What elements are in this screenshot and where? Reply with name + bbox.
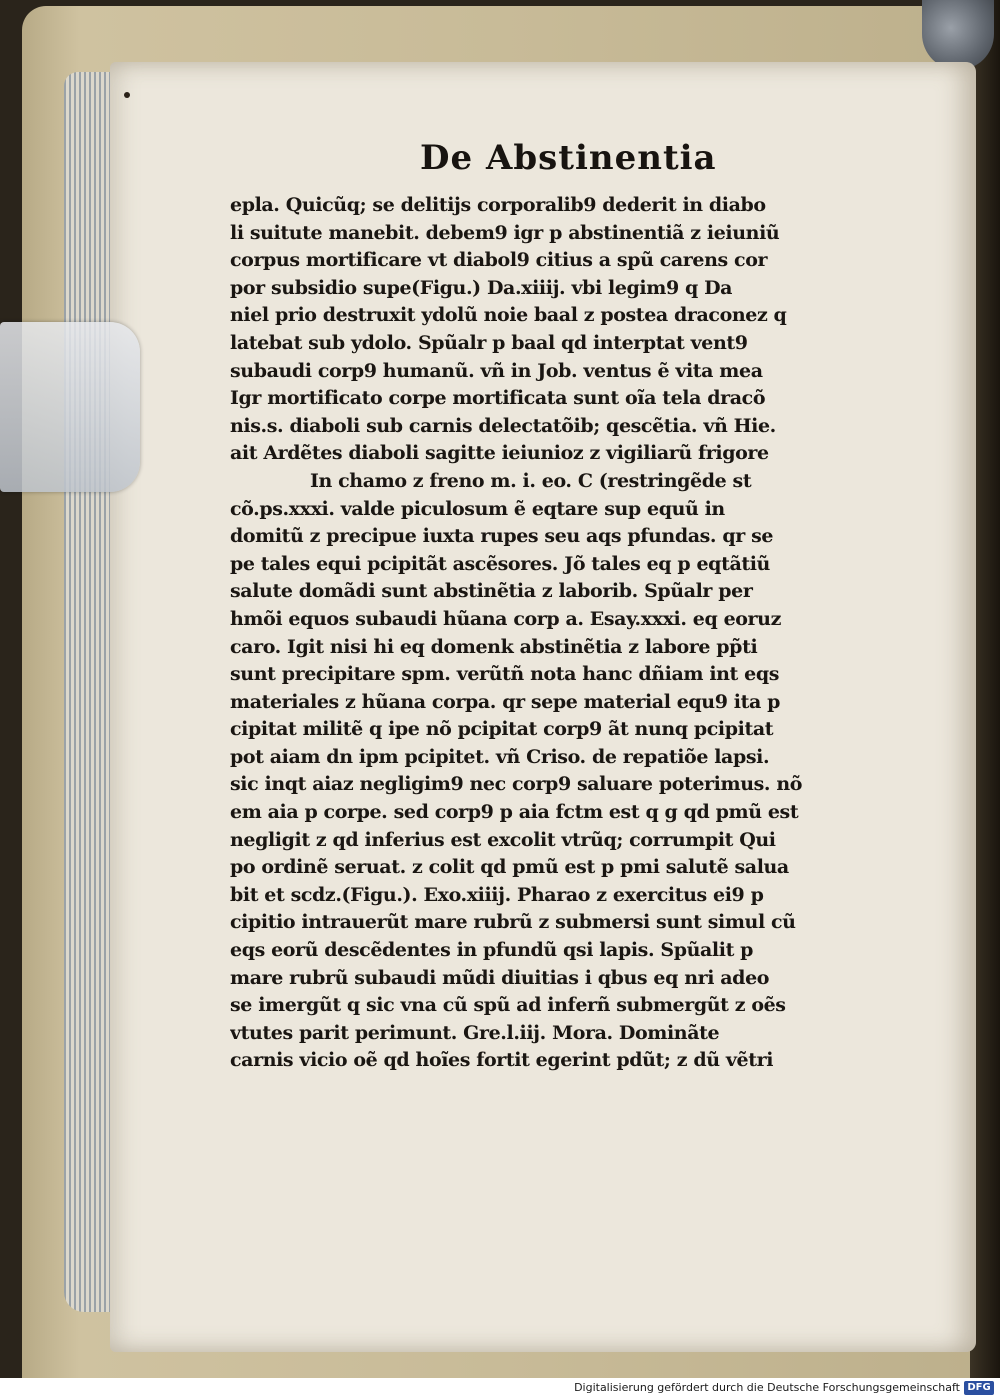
text-line: hmõi equos subaudi hũana corp a. Esay.xxxi. eq eoruz xyxy=(230,607,781,630)
text-line: nis.s. diaboli sub carnis delectatõib; qescẽtia. vñ Hie. xyxy=(230,414,776,437)
text-line: materiales z hũana corpa. qr sepe material equ9 ita p xyxy=(230,690,780,713)
text-line: po ordinẽ seruat. z colit qd pmũ est p pmi salutẽ salua xyxy=(230,856,789,879)
text-line: sic inqt aiaz negligim9 nec corp9 saluare poterimus. nõ xyxy=(230,773,803,796)
text-line: carnis vicio oẽ qd hoĩes fortit egerint pdũt; z dũ vẽtri xyxy=(230,1049,774,1072)
text-line: Igr mortificato corpe mortificata sunt oĩa tela dracõ xyxy=(230,387,766,410)
funding-credit: Digitalisierung gefördert durch die Deutsche Forschungsgemeinschaft xyxy=(574,1381,960,1394)
pin-hole xyxy=(124,92,130,98)
text-line: In chamo z freno m. i. eo. C (restringẽde st xyxy=(310,469,752,492)
text-line: li suitute manebit. debem9 igr p abstinentiã z ieiuniũ xyxy=(230,221,780,244)
text-line: em aia p corpe. sed corp9 p aia fctm est q g qd pmũ est xyxy=(230,801,799,824)
metal-clasp xyxy=(922,0,994,70)
text-line: caro. Igit nisi hi eq domenk abstinẽtia z labore pp̃ti xyxy=(230,635,758,658)
text-line: negligit z qd inferius est excolit vtrũq; corrumpit Qui xyxy=(230,828,776,851)
clear-strap xyxy=(0,322,140,492)
text-line: corpus mortificare vt diabol9 citius a spũ carens cor xyxy=(230,249,768,272)
text-line: epla. Quicũq; se delitijs corporalib9 dederit in diabo xyxy=(230,194,766,216)
text-line: cipitio intrauerũt mare rubrũ z submersi sunt simul cũ xyxy=(230,911,796,934)
body-text xyxy=(230,192,890,1075)
text-line: ait Ardẽtes diaboli sagitte ieiunioz z vigiliarũ frigore xyxy=(230,442,769,465)
text-line: cõ.ps.xxxi. valde piculosum ẽ eqtare sup equũ in xyxy=(230,497,725,520)
text-line: vtutes parit perimunt. Gre.l.iij. Mora. Dominãte xyxy=(230,1021,720,1044)
text-line: latebat sub ydolo. Spũalr p baal qd interptat vent9 xyxy=(230,331,748,354)
dfg-logo: DFG xyxy=(964,1381,994,1395)
text-line: salute domãdi sunt abstinẽtia z laborib. Spũalr per xyxy=(230,580,753,603)
text-line: cipitat militẽ q ipe nõ pcipitat corp9 ãt nunq pcipitat xyxy=(230,718,774,741)
text-line: se imergũt q sic vna cũ spũ ad inferñ submergũt z oẽs xyxy=(230,994,786,1017)
text-line: eqs eorũ descẽdentes in pfundũ qsi lapis. Spũalit p xyxy=(230,939,754,962)
text-line: mare rubrũ subaudi mũdi diuitias i qbus eq nri adeo xyxy=(230,966,770,989)
text-line: domitũ z precipue iuxta rupes seu aqs pfundas. qr se xyxy=(230,525,774,548)
text-line: pe tales equi pcipitãt ascẽsores. Jõ tales eq p eqtãtiũ xyxy=(230,552,770,575)
text-line: por subsidio supe(Figu.) Da.xiiij. vbi legim9 q Da xyxy=(230,276,733,299)
text-line: subaudi corp9 humanũ. vñ in Job. ventus ẽ vita mea xyxy=(230,359,763,382)
page-heading: De Abstinentia xyxy=(420,138,717,178)
text-line: niel prio destruxit ydolũ noie baal z postea draconez q xyxy=(230,304,787,327)
text-line: sunt precipitare spm. verũtñ nota hanc dñiam int eqs xyxy=(230,663,780,686)
text-line: bit et scdz.(Figu.). Exo.xiiij. Pharao z exercitus ei9 p xyxy=(230,883,764,906)
text-line: pot aiam dn ipm pcipitet. vñ Criso. de repatiõe lapsi. xyxy=(230,745,770,768)
